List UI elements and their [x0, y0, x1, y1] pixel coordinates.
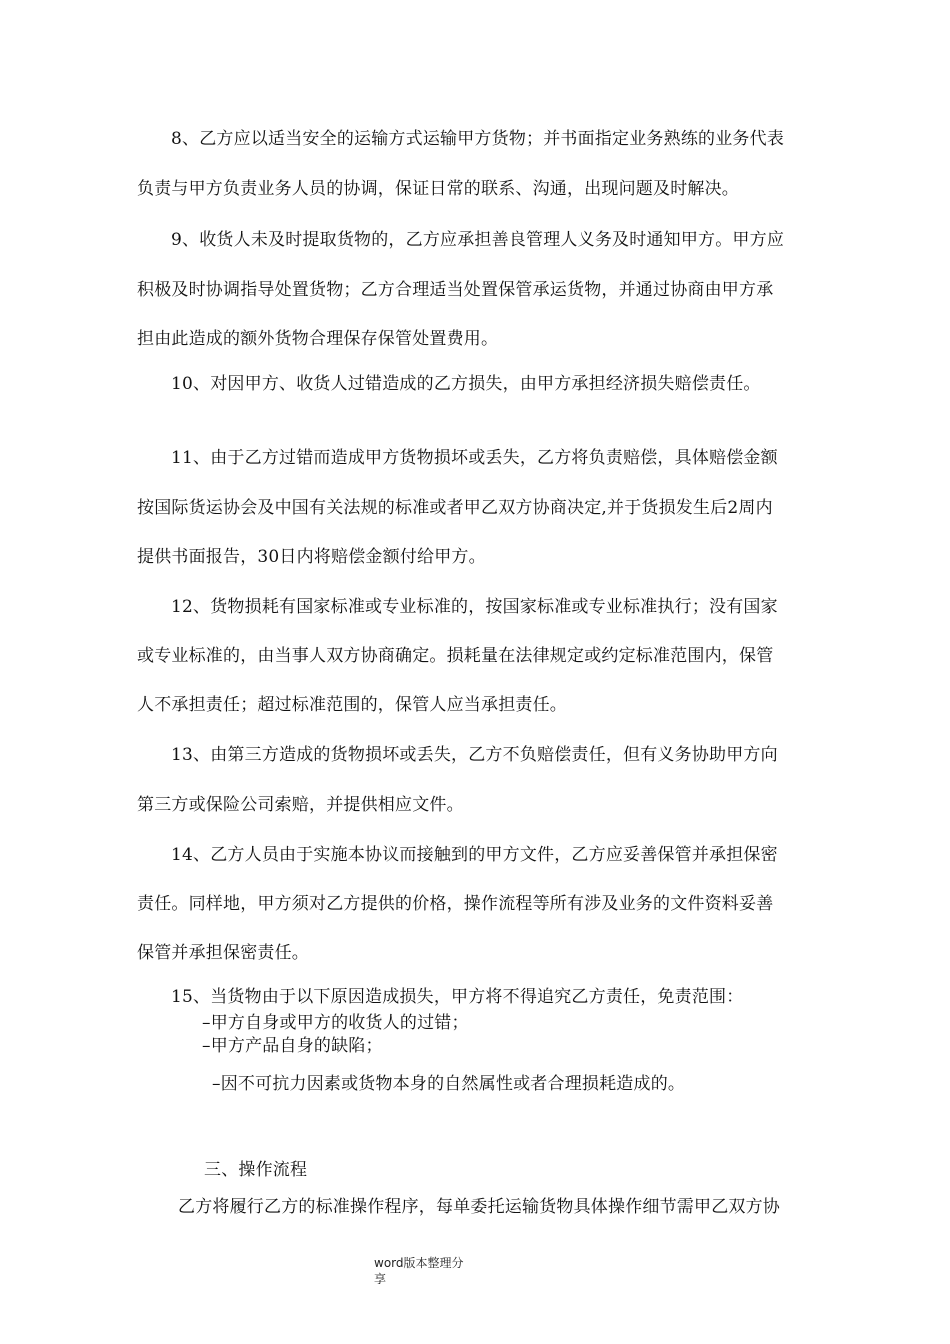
- clause-12-line-3: 人不承担责任；超过标准范围的，保管人应当承担责任。: [137, 695, 567, 715]
- exemption-item-3: –因不可抗力因素或货物本身的自然属性或者合理损耗造成的。: [212, 1074, 686, 1094]
- clause-14-line-2: 责任。同样地，甲方须对乙方提供的价格，操作流程等所有涉及业务的文件资料妥善: [137, 894, 774, 914]
- clause-9-line-2: 积极及时协调指导处置货物；乙方合理适当处置保管承运货物，并通过协商由甲方承: [137, 280, 774, 300]
- operation-process-line-1: 乙方将履行乙方的标准操作程序，每单委托运输货物具体操作细节需甲乙双方协: [178, 1197, 780, 1217]
- footer-text-line-2: 享: [374, 1272, 387, 1286]
- clause-8-line-2: 负责与甲方负责业务人员的协调，保证日常的联系、沟通，出现问题及时解决。: [137, 179, 739, 199]
- section-heading-operation-process: 三、操作流程: [204, 1160, 308, 1180]
- exemption-item-1: –甲方自身或甲方的收货人的过错；: [202, 1013, 469, 1033]
- clause-12-line-1: 12、货物损耗有国家标准或专业标准的，按国家标准或专业标准执行；没有国家: [171, 597, 778, 617]
- clause-13-line-2: 第三方或保险公司索赔，并提供相应文件。: [137, 795, 464, 815]
- footer-text-line-1: word版本整理分: [374, 1256, 464, 1270]
- clause-14-line-1: 14、乙方人员由于实施本协议而接触到的甲方文件，乙方应妥善保管并承担保密: [171, 845, 778, 865]
- clause-11-line-2: 按国际货运协会及中国有关法规的标准或者甲乙双方协商决定,并于货损发生后2周内: [137, 498, 773, 518]
- clause-9-line-3: 担由此造成的额外货物合理保存保管处置费用。: [137, 329, 499, 349]
- clause-12-line-2: 或专业标准的，由当事人双方协商确定。损耗量在法律规定或约定标准范围内，保管: [137, 646, 774, 666]
- clause-8-line-1: 8、乙方应以适当安全的运输方式运输甲方货物；并书面指定业务熟练的业务代表: [171, 129, 785, 149]
- clause-11-line-1: 11、由于乙方过错而造成甲方货物损坏或丢失，乙方将负责赔偿，具体赔偿金额: [171, 448, 778, 468]
- exemption-item-2: –甲方产品自身的缺陷；: [202, 1036, 383, 1056]
- clause-11-line-3: 提供书面报告，30日内将赔偿金额付给甲方。: [137, 547, 486, 567]
- clause-14-line-3: 保管并承担保密责任。: [137, 943, 309, 963]
- clause-13-line-1: 13、由第三方造成的货物损坏或丢失，乙方不负赔偿责任，但有义务协助甲方向: [171, 745, 778, 765]
- clause-10-line-1: 10、对因甲方、收货人过错造成的乙方损失，由甲方承担经济损失赔偿责任。: [171, 374, 761, 394]
- clause-9-line-1: 9、收货人未及时提取货物的，乙方应承担善良管理人义务及时通知甲方。甲方应: [171, 230, 785, 250]
- clause-15-line-1: 15、当货物由于以下原因造成损失，甲方将不得追究乙方责任，免责范围：: [171, 987, 744, 1007]
